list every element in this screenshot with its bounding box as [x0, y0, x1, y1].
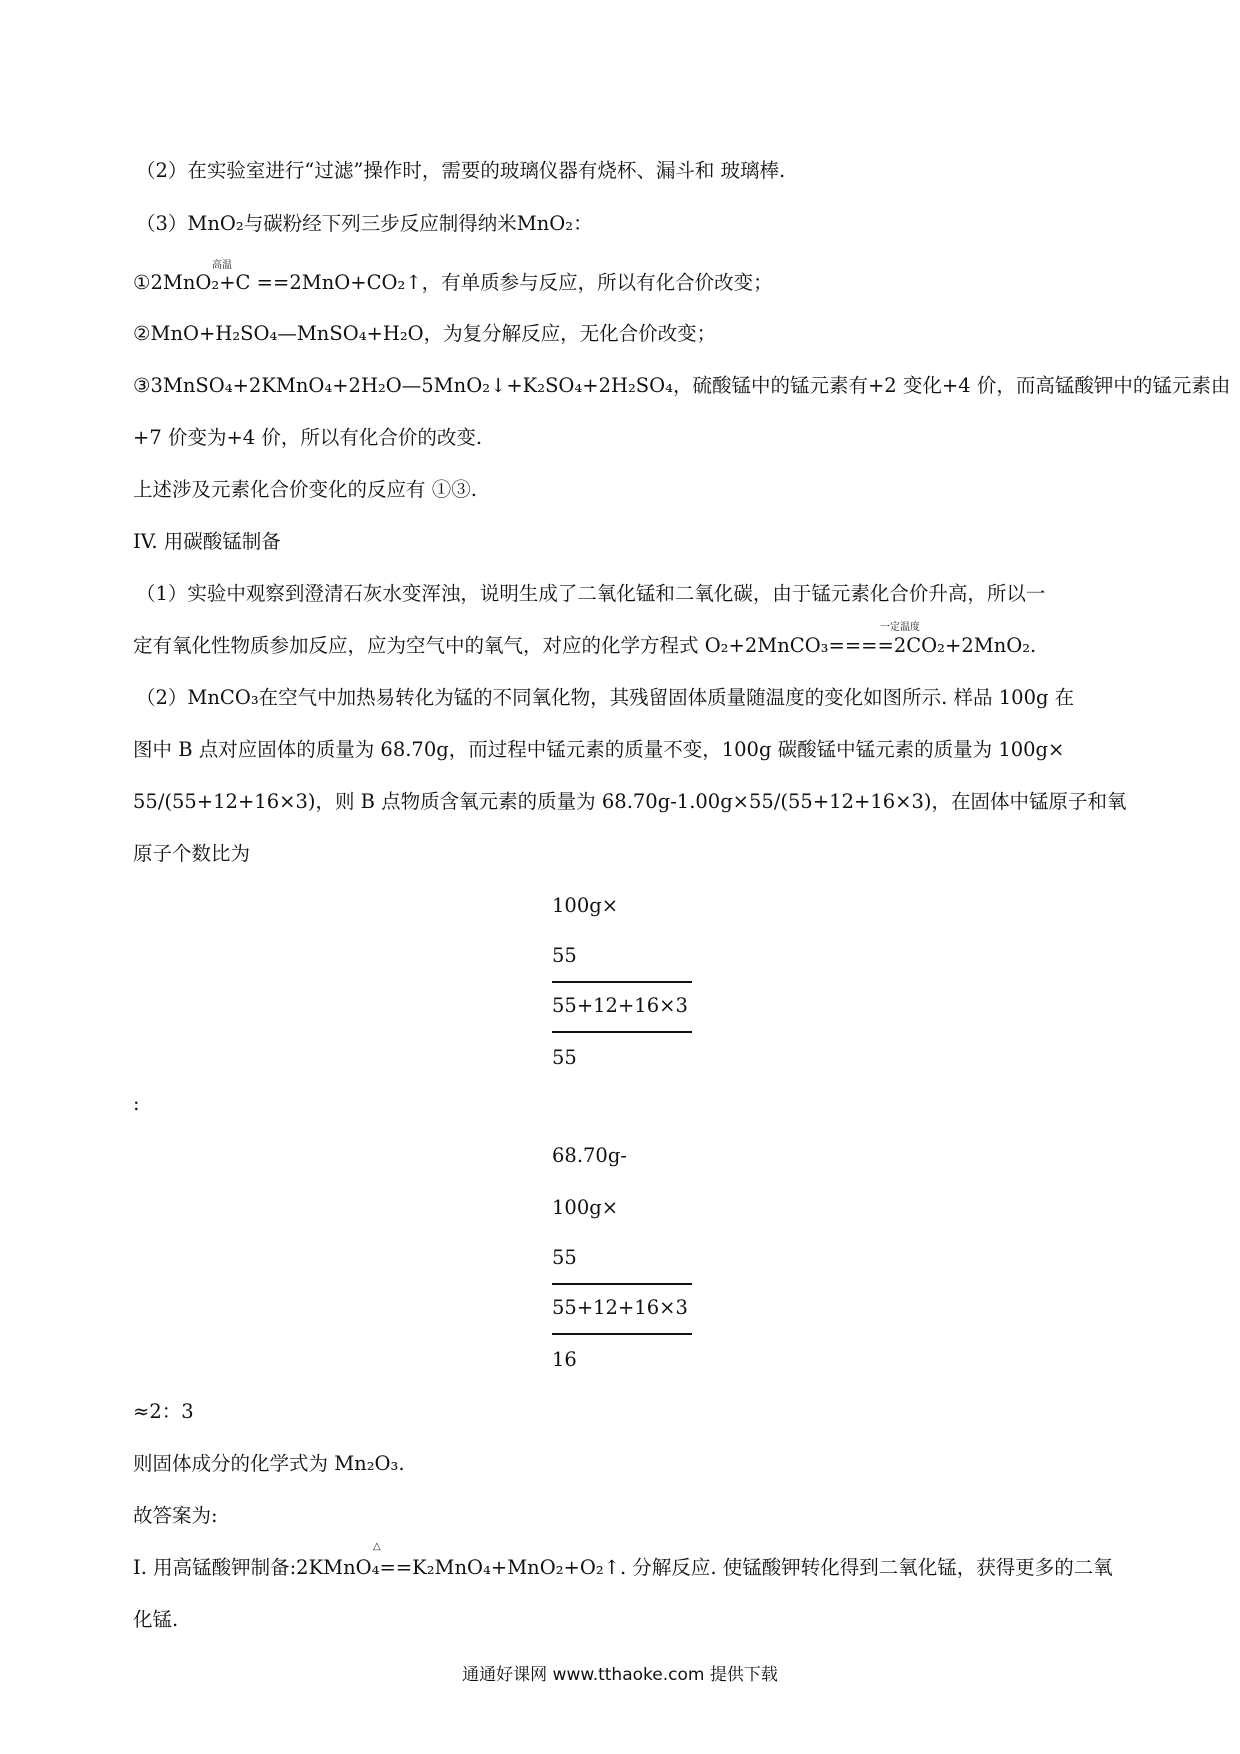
text-line: 则固体成分的化学式为 Mn₂O₃.: [133, 1452, 405, 1475]
fraction-bar: [552, 1333, 692, 1335]
fraction-bar: [552, 1283, 692, 1285]
fraction-term: 100g×: [552, 894, 619, 917]
text-line: I. 用高锰酸钾制备:2KMnO₄==K₂MnO₄+MnO₂+O₂↑. 分解反应. 使锰酸钾转化得到二氧化锰，获得更多的二氧: [133, 1556, 1113, 1579]
fraction-denominator: 55+12+16×3: [552, 994, 688, 1017]
text-line: ①2MnO₂+C ==2MnO+CO₂↑，有单质参与反应，所以有化合价改变；: [133, 271, 773, 294]
text-line: （2）在实验室进行“过滤”操作时，需要的玻璃仪器有烧杯、漏斗和 玻璃棒.: [136, 159, 786, 182]
text-line: 故答案为:: [133, 1504, 218, 1527]
text-line: ③3MnSO₄+2KMnO₄+2H₂O—5MnO₂↓+K₂SO₄+2H₂SO₄，硫酸锰中的锰元素有+2 变化+4 价，而高锰酸钾中的锰元素由: [133, 374, 1231, 397]
page-footer: 通通好课网 www.tthaoke.com 提供下载: [462, 1665, 778, 1685]
text-line: （2）MnCO₃在空气中加热易转化为锰的不同氧化物，其残留固体质量随温度的变化如图所示. 样品 100g 在: [136, 686, 1075, 709]
text-line: 原子个数比为: [133, 842, 251, 865]
fraction-numerator: 55: [552, 944, 577, 967]
fraction-numerator: 55: [552, 1246, 577, 1269]
section-heading: IV. 用碳酸锰制备: [133, 530, 281, 553]
fraction-denominator: 16: [552, 1348, 577, 1371]
text-line: 图中 B 点对应固体的质量为 68.70g，而过程中锰元素的质量不变，100g 碳酸锰中锰元素的质量为 100g×: [133, 738, 1065, 761]
fraction-term: 68.70g-: [552, 1144, 627, 1167]
reaction-condition: △: [373, 1541, 381, 1552]
text-line: ②MnO+H₂SO₄—MnSO₄+H₂O，为复分解反应，无化合价改变；: [133, 322, 717, 345]
fraction-bar: [552, 1031, 692, 1033]
text-line: （3）MnO₂与碳粉经下列三步反应制得纳米MnO₂：: [136, 212, 593, 235]
fraction-bar: [552, 981, 692, 983]
text-line: 化锰.: [133, 1608, 179, 1631]
text-line: ≈2：3: [133, 1400, 194, 1423]
ratio-colon: :: [133, 1092, 140, 1115]
text-line: 定有氧化性物质参加反应，应为空气中的氧气，对应的化学方程式 O₂+2MnCO₃====2CO₂+2MnO₂.: [133, 634, 1037, 657]
reaction-condition: 一定温度: [880, 622, 920, 633]
text-line: +7 价变为+4 价，所以有化合价的改变.: [133, 426, 483, 449]
fraction-denominator: 55+12+16×3: [552, 1296, 688, 1319]
text-line: （1）实验中观察到澄清石灰水变浑浊，说明生成了二氧化锰和二氧化碳，由于锰元素化合价升高，所以一: [136, 582, 1046, 605]
fraction-term: 100g×: [552, 1196, 619, 1219]
fraction-denominator: 55: [552, 1046, 577, 1069]
text-line: 上述涉及元素化合价变化的反应有 ①③.: [133, 478, 477, 501]
text-line: 55/(55+12+16×3)，则 B 点物质含氧元素的质量为 68.70g-1.00g×55/(55+12+16×3)，在固体中锰原子和氧: [133, 790, 1127, 813]
reaction-condition: 高温: [212, 260, 232, 271]
